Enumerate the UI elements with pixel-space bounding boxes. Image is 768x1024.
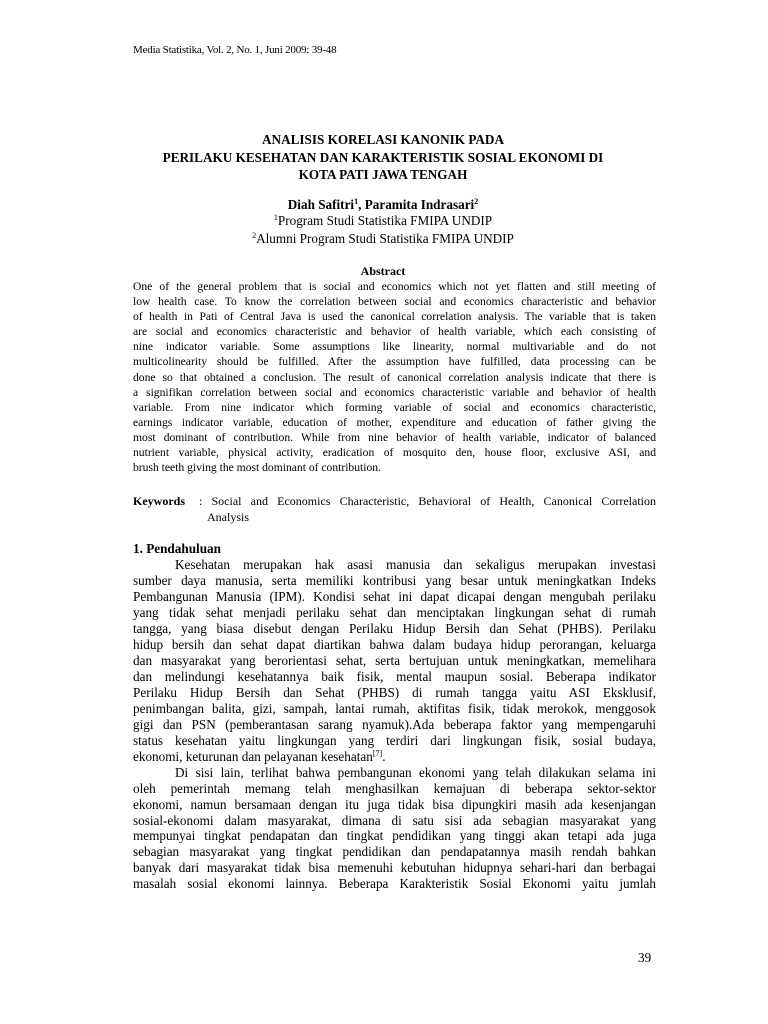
abstract-line: earnings indicator variable, education of mother, expenditure and education of father giving the — [133, 415, 656, 429]
abstract-line: nutrient variable, physical activity, eradication of mosquito den, house floor, exclusive ASI, and — [133, 446, 656, 460]
author-name: Diah Safitri — [287, 197, 355, 212]
body-line — [133, 685, 656, 701]
abstract-line: a signifikan correlation between social and economics characteristic variable and behavior of health — [133, 385, 656, 399]
author-affil-mark: 2 — [474, 197, 479, 206]
affil-mark: 1 — [273, 213, 278, 222]
page-number: 39 — [638, 950, 652, 965]
keywords-line: : Social and Economics Characteristic, Behavioral of Health, Canonical Correlation — [199, 494, 656, 508]
body-line-text: masalah sosial ekonomi lainnya. Beberapa Karakteristik Sosial Ekonomi yaitu jumlah — [133, 876, 656, 892]
abstract-line: multicolinearity should be fulfilled. After the assumption have fulfilled, data processing can be — [133, 355, 656, 369]
body-line — [133, 557, 656, 573]
body-line-text: sebagian masyarakat yang tingkat pendidikan dan pendapatannya masih rendah bahkan — [133, 844, 656, 860]
affil-text: Program Studi Statistika FMIPA UNDIP — [277, 213, 493, 228]
body-line — [133, 876, 656, 892]
body-line-text: gigi dan PSN (pemberantasan sarang nyamuk).Ada beberapa faktor yang mempengaruhi — [133, 716, 656, 732]
body-line — [133, 701, 656, 717]
title-line: ANALISIS KORELASI KANONIK PADA — [262, 132, 504, 147]
body-line-text: sosial-ekonomi dalam masyarakat, dimana di satu sisi ada sebagian masyarakat yang — [133, 812, 656, 828]
body-line — [133, 733, 656, 749]
running-header: Media Statistika, Vol. 2, No. 1, Juni 2009: 39-48 — [133, 44, 337, 56]
body-line — [133, 717, 656, 733]
body-line — [133, 605, 656, 621]
body-line-text: status kesehatan yaitu lingkungan yang terdiri dari lingkungan fisik, sosial budaya, — [133, 732, 656, 748]
body-line-text: Pembangunan Manusia (IPM). Kondisi sehat ini dapat dicapai dengan mengubah perilaku — [133, 588, 656, 604]
abstract-line: nine indicator variable. Some assumptions like linearity, normal multivariable and do not — [133, 340, 656, 354]
keywords-line: Analysis — [207, 510, 249, 524]
affil-text: Alumni Program Studi Statistika FMIPA UNDIP — [256, 231, 514, 246]
abstract-line: variable. From nine indicator which forming variable of social and economics characteristic, — [133, 400, 656, 414]
affiliation — [110, 231, 656, 247]
keywords-text — [199, 493, 656, 525]
abstract-line: One of the general problem that is social and economics which not yet flatten and still meeting of — [133, 280, 656, 293]
body-line-text: mempunyai tingkat pendapatan dan tingkat pendidikan yang tinggi akan tetapi ada juga — [133, 828, 656, 844]
abstract-line: are social and economics characteristic and behavior of health variable, which each consisting of — [133, 325, 656, 339]
body-line-text: tangga, yang biasa disebut dengan Perilaku Hidup Bersih dan Sehat (PHBS). Perilaku — [133, 620, 656, 636]
body-line — [133, 765, 656, 781]
section-heading: 1. Pendahuluan — [133, 541, 221, 556]
abstract-line: brush teeth giving the most dominant of contribution. — [133, 461, 381, 475]
abstract-text — [133, 279, 656, 475]
body-line — [133, 828, 656, 844]
body-line-text: banyak dari masyarakat tidak bisa memenuhi kebutuhan hidupnya sehari-hari dan berbagai — [133, 860, 656, 876]
body-line — [133, 637, 656, 653]
author-name: Paramita Indrasari — [364, 197, 475, 212]
body-line-text: dan melindungi kesehatannya baik fisik, mental maupun sosial. Beberapa indikator — [133, 668, 656, 684]
abstract-line: done so that obtained a conclusion. The result of canonical correlation analysis indicate that there is — [133, 370, 656, 384]
abstract-line: low health case. To know the correlation between social and economics characteristic and behavior — [133, 295, 656, 309]
body-line-text: yang tidak sehat menjadi perilaku sehat dan menciptakan lingkungan sehat di rumah — [133, 604, 656, 620]
body-line-text: sumber daya manusia, serta memiliki kontribusi yang besar untuk meningkatkan Indeks — [133, 572, 656, 588]
keywords — [133, 493, 656, 524]
abstract-line: most dominant of contribution. While from nine behavior of health variable, indicator of balanced — [133, 430, 656, 444]
body-line-punct: . — [382, 748, 386, 764]
body-line — [133, 573, 656, 589]
abstract-heading: Abstract — [360, 264, 406, 278]
body-line — [133, 813, 656, 829]
body-line-text: Di sisi lain, terlihat bahwa pembangunan ekonomi yang telah dilakukan selama ini — [175, 764, 656, 780]
body-line-text: penimbangan balita, gizi, sampah, lantai rumah, aktifitas fisik, tidak merokok, menggosok — [133, 700, 656, 716]
body-text — [133, 557, 656, 892]
body-line-text: Perilaku Hidup Bersih dan Sehat (PHBS) di rumah tangga yaitu ASI Eksklusif, — [133, 684, 656, 700]
body-line — [133, 653, 656, 669]
body-line-text: hidup bersih dan sehat dapat diartikan bahwa dalam budaya hidup perorangan, keluarga — [133, 636, 656, 652]
body-line — [133, 669, 656, 685]
body-line — [133, 797, 656, 813]
body-line-text: Kesehatan merupakan hak asasi manusia dan sekaligus merupakan investasi — [175, 557, 656, 572]
title-line: PERILAKU KESEHATAN DAN KARAKTERISTIK SOSIAL EKONOMI DI — [162, 149, 604, 165]
paper-title — [110, 131, 656, 184]
body-line-text: ekonomi, namun bersamaan dengan itu juga tidak bisa dipungkiri masih ada kesenjangan — [133, 796, 656, 812]
body-line-text: ekonomi, keturunan dan pelayanan kesehatan — [133, 748, 373, 764]
affil-mark: 2 — [252, 231, 257, 240]
body-line — [133, 844, 656, 860]
keywords-label: Keywords — [133, 494, 185, 508]
body-line-text: oleh pemerintah memang telah menghasilkan kemajuan di beberapa sektor-sektor — [133, 780, 656, 796]
author-separator: , — [358, 197, 365, 212]
body-line — [133, 589, 656, 605]
abstract-line: of health in Pati of Central Java is used the canonical correlation analysis. The variable that is taken — [133, 310, 656, 324]
citation-mark: [7] — [372, 748, 383, 758]
body-line — [133, 860, 656, 876]
affiliation — [110, 213, 656, 229]
body-line — [133, 781, 656, 797]
author-list — [110, 197, 656, 213]
body-line — [133, 621, 656, 637]
author-affil-mark: 1 — [354, 197, 359, 206]
body-line — [133, 749, 656, 765]
body-line-text: dan masyarakat yang berorientasi sehat, serta bertujuan untuk meningkatkan, memelihara — [133, 652, 656, 668]
title-line: KOTA PATI JAWA TENGAH — [298, 167, 468, 182]
